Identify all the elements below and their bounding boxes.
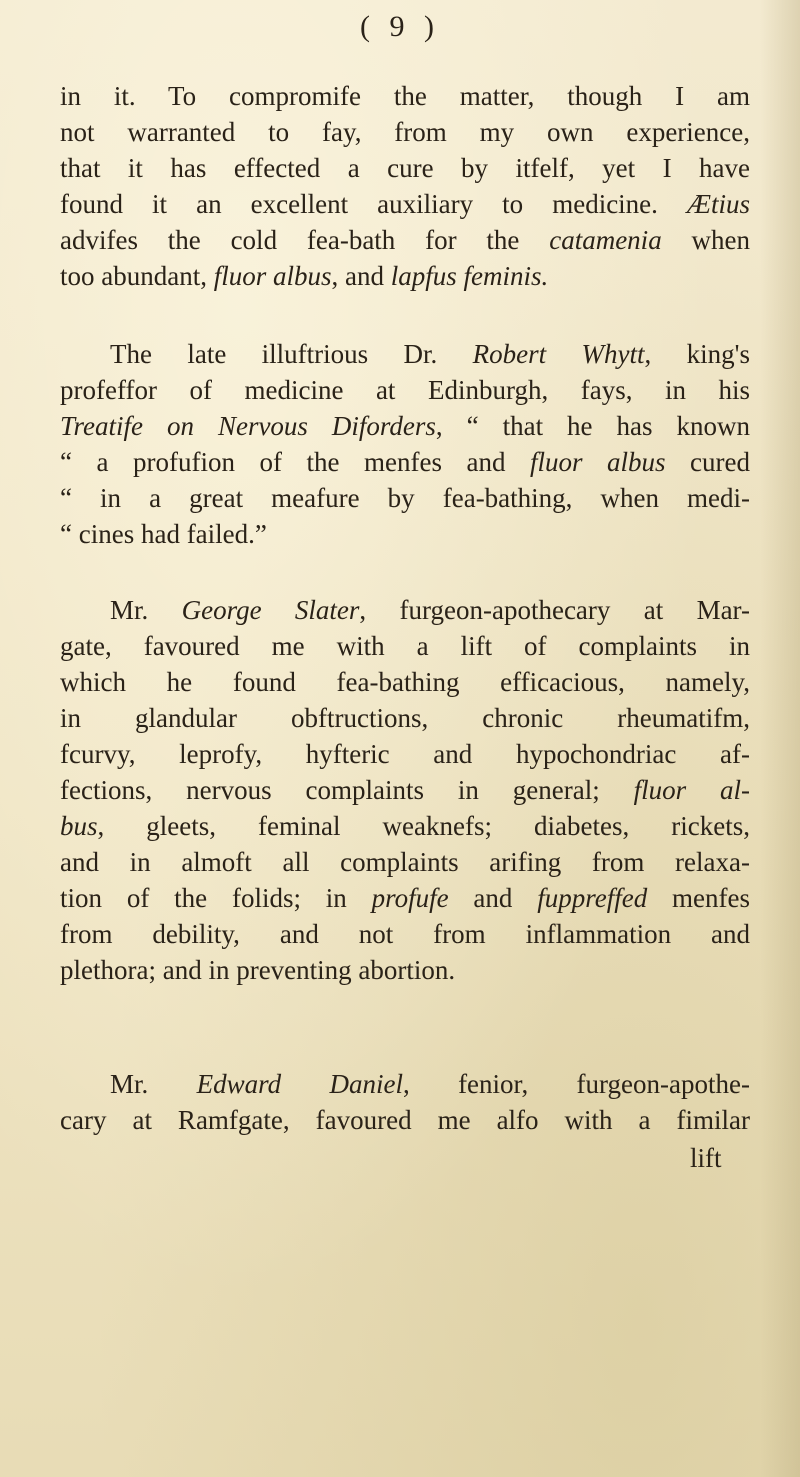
book-title: Treatife on Nervous Diforders: [60, 411, 436, 441]
text-line: found it an excellent auxiliary to medicine. Ætius: [60, 189, 750, 219]
text-line: in glandular obftructions, chronic rheumatifm,: [60, 703, 750, 733]
text-line: advifes the cold fea-bath for the catamenia when: [60, 225, 750, 255]
text-line: “ cines had failed.”: [60, 519, 267, 549]
text-line: not warranted to fay, from my own experience,: [60, 117, 750, 147]
term-catamenia: catamenia: [549, 225, 662, 255]
text-line: gate, favoured me with a lift of complaints in: [60, 631, 750, 661]
term-fluor-albus: fluor albus: [213, 261, 332, 291]
text-line: “ in a great meafure by fea-bathing, when medi-: [60, 483, 750, 513]
term-fluor-albus: fluor al-: [633, 775, 750, 805]
paragraph-4: [60, 1066, 750, 1138]
page-number: ( 9 ): [360, 10, 440, 43]
text-line: cary at Ramfgate, favoured me alfo with a fimilar: [60, 1105, 750, 1135]
term-profufe: profufe: [371, 883, 449, 913]
term-fluor-albus: fluor albus: [529, 447, 666, 477]
text-line: too abundant, fluor albus, and lapfus feminis.: [60, 261, 549, 291]
text-line: Mr. George Slater, furgeon-apothecary at Mar-: [110, 595, 751, 625]
paragraph-1: [60, 78, 750, 294]
term-fuppreffed: fuppreffed: [537, 883, 648, 913]
text-line: fcurvy, leprofy, hyfteric and hypochondriac af-: [60, 739, 750, 769]
text-line: and in almoft all complaints arifing from relaxa-: [60, 847, 750, 877]
catchword: lift: [690, 1143, 722, 1173]
text-line: “ a profufion of the menfes and fluor albus cured: [60, 447, 750, 477]
text-line: bus, gleets, feminal weaknefs; diabetes, rickets,: [60, 811, 750, 841]
text-line: which he found fea-bathing efficacious, namely,: [60, 667, 750, 697]
text-line: from debility, and not from inflammation and: [60, 919, 750, 949]
text-line: tion of the folids; in profufe and fuppreffed menfes: [60, 883, 751, 913]
person-george-slater: George Slater: [181, 595, 360, 625]
text-line: that it has effected a cure by itfelf, yet I have: [60, 153, 750, 183]
author-name-aetius: Ætius: [686, 189, 750, 219]
term-lapfus-feminis: lapfus feminis.: [390, 261, 549, 291]
text-line: fections, nervous complaints in general; fluor al-: [60, 775, 750, 805]
text-line: plethora; and in preventing abortion.: [60, 955, 456, 985]
text-line: profeffor of medicine at Edinburgh, fays, in his: [60, 375, 750, 405]
page-edge-shadow: [760, 0, 800, 1477]
person-robert-whytt: Robert Whytt: [472, 339, 645, 369]
paragraph-2: [60, 336, 750, 552]
person-edward-daniel: Edward Daniel: [196, 1069, 403, 1099]
text-line: in it. To compromife the matter, though I am: [60, 81, 750, 111]
text-line: Mr. Edward Daniel, fenior, furgeon-apothe-: [110, 1069, 750, 1099]
text-line: The late illuftrious Dr. Robert Whytt, king's: [110, 339, 751, 369]
paragraph-3: [60, 592, 750, 988]
text-line: Treatife on Nervous Diforders, “ that he has known: [60, 411, 750, 441]
